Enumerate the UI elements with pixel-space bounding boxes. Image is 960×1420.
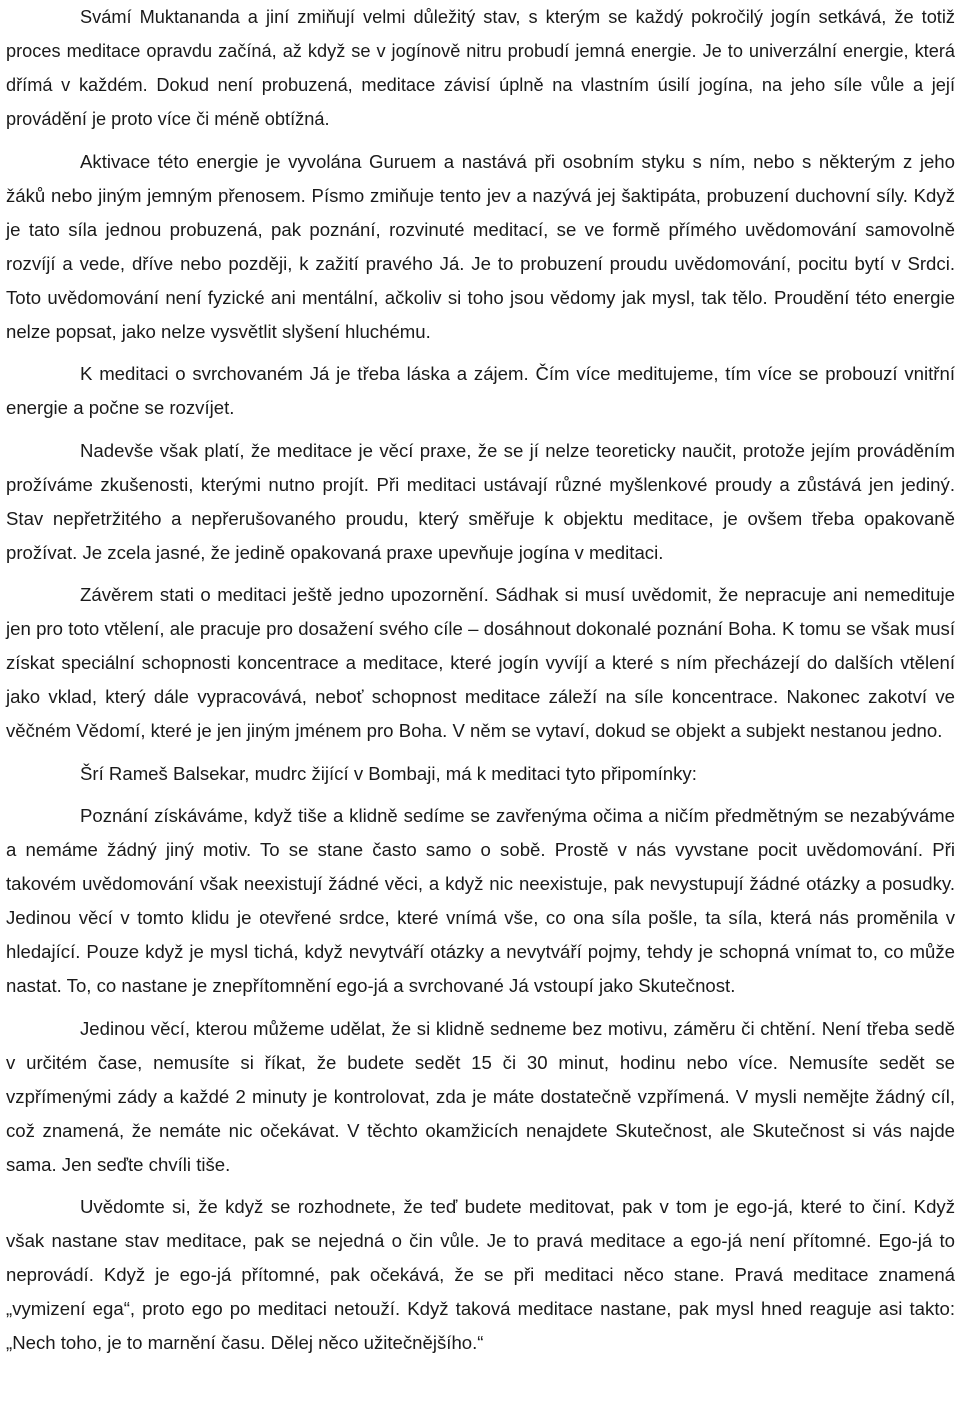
paragraph-1: Svámí Muktananda a jiní zmiňují velmi důležitý stav, s kterým se každý pokročilý jogín setkává, že totiž proces meditace opravdu začíná, až když se v jogínově nitru probudí jemná energie. Je to univerzální energie, která dřímá v každém. Dokud není probuzená, meditace závisí úplně na vlastním úsilí jogína, na jeho síle vůle a její provádění je proto více či méně obtížná. <box>6 7 955 129</box>
document-page <box>6 0 955 1369</box>
paragraph-2: Aktivace této energie je vyvolána Guruem a nastává při osobním styku s ním, nebo s některým z jeho žáků nebo jiným jemným přenosem. Písmo zmiňuje tento jev a nazývá jej šaktipáta, probuzení duchovní síly. Když je tato síla jednou probuzená, pak poznání, rozvinuté meditací, se ve formě přímého uvědomování samovolně rozvíjí a vede, dříve nebo později, k zažití pravého Já. Je to probuzení proudu uvědomování, pocitu bytí v Srdci. Toto uvědomování není fyzické ani mentální, ačkoliv si toho jsou vědomy jak mysl, tak tělo. Proudění této energie nelze popsat, jako nelze vysvětlit slyšení hluchému. <box>6 150 955 342</box>
paragraph-4: Nadevše však platí, že meditace je věcí praxe, že se jí nelze teoreticky naučit, protože jejím prováděním prožíváme zkušenosti, kterými nutno projít. Při meditaci ustávají různé myšlenkové proudy a zůstává jen jediný. Stav nepřetržitého a nepřerušovaného proudu, který směřuje k objektu meditace, je ovšem třeba opakovaně prožívat. Je zcela jasné, že jedině opakovaná praxe upevňuje jogína v meditaci. <box>6 439 955 563</box>
paragraph-3: K meditaci o svrchovaném Já je třeba láska a zájem. Čím více meditujeme, tím více se probouzí vnitřní energie a počne se rozvíjet. <box>6 363 955 418</box>
paragraph-8: Jedinou věcí, kterou můžeme udělat, že si klidně sedneme bez motivu, záměru či chtění. Není třeba sedě v určitém čase, nemusíte si říkat, že budete sedět 15 či 30 minut, hodinu nebo více. Nemusíte sedět se vzpřímenými zády a každé 2 minuty je kontrolovat, zda je máte dostatečně vzpřímená. V mysli nemějte žádný cíl, což znamená, že nemáte nic očekávat. V těchto okamžicích nenajdete Skutečnost, ale Skutečnost si vás najde sama. Jen seďte chvíli tiše. <box>6 1017 955 1175</box>
paragraph-7: Poznání získáváme, když tiše a klidně sedíme se zavřenýma očima a ničím předmětným se nezabýváme a nemáme žádný jiný motiv. To se stane často samo o sobě. Prostě v nás vyvstane pocit uvědomování. Při takovém uvědomování však neexistují žádné věci, a když nic neexistuje, pak nevystupují žádné otázky a posudky. Jedinou věcí v tomto klidu je otevřené srdce, které vnímá vše, co ona síla pošle, ta síla, která nás proměnila v hledající. Pouze když je mysl tichá, když nevytváří otázky a nevytváří pojmy, tehdy je schopná vnímat to, co může nastat. To, co nastane je znepřítomnění ego-já a svrchované Já vstoupí jako Skutečnost. <box>6 805 955 996</box>
paragraph-6: Šrí Rameš Balsekar, mudrc žijící v Bombaji, má k meditaci tyto připomínky: <box>80 762 697 784</box>
paragraph-5: Závěrem stati o meditaci ještě jedno upozornění. Sádhak si musí uvědomit, že nepracuje ani nemedituje jen pro toto vtělení, ale pracuje pro dosažení svého cíle – dosáhnout dokonalé poznání Boha. K tomu se však musí získat speciální schopnosti koncentrace a meditace, které jogín vyvíjí a které s ním přecházejí do dalších vtělení jako vklad, který dále vypracovává, neboť schopnost meditace záleží na síle koncentrace. Nakonec zakotví ve věčném Vědomí, které je jen jiným jménem pro Boha. V něm se vytaví, dokud se objekt a subjekt nestanou jedno. <box>6 584 955 741</box>
paragraph-9: Uvědomte si, že když se rozhodnete, že teď budete meditovat, pak v tom je ego-já, které to činí. Když však nastane stav meditace, pak se nejedná o čin vůle. Je to pravá meditace a ego-já není přítomné. Ego-já to neprovádí. Když je ego-já přítomné, pak očekává, že se při meditaci něco stane. Pravá meditace znamená „vymizení ega“, proto ego po meditaci netouží. Když taková meditace nastane, pak mysl hned reaguje asi takto: „Nech toho, je to marnění času. Dělej něco užitečnějšího.“ <box>6 1196 955 1353</box>
